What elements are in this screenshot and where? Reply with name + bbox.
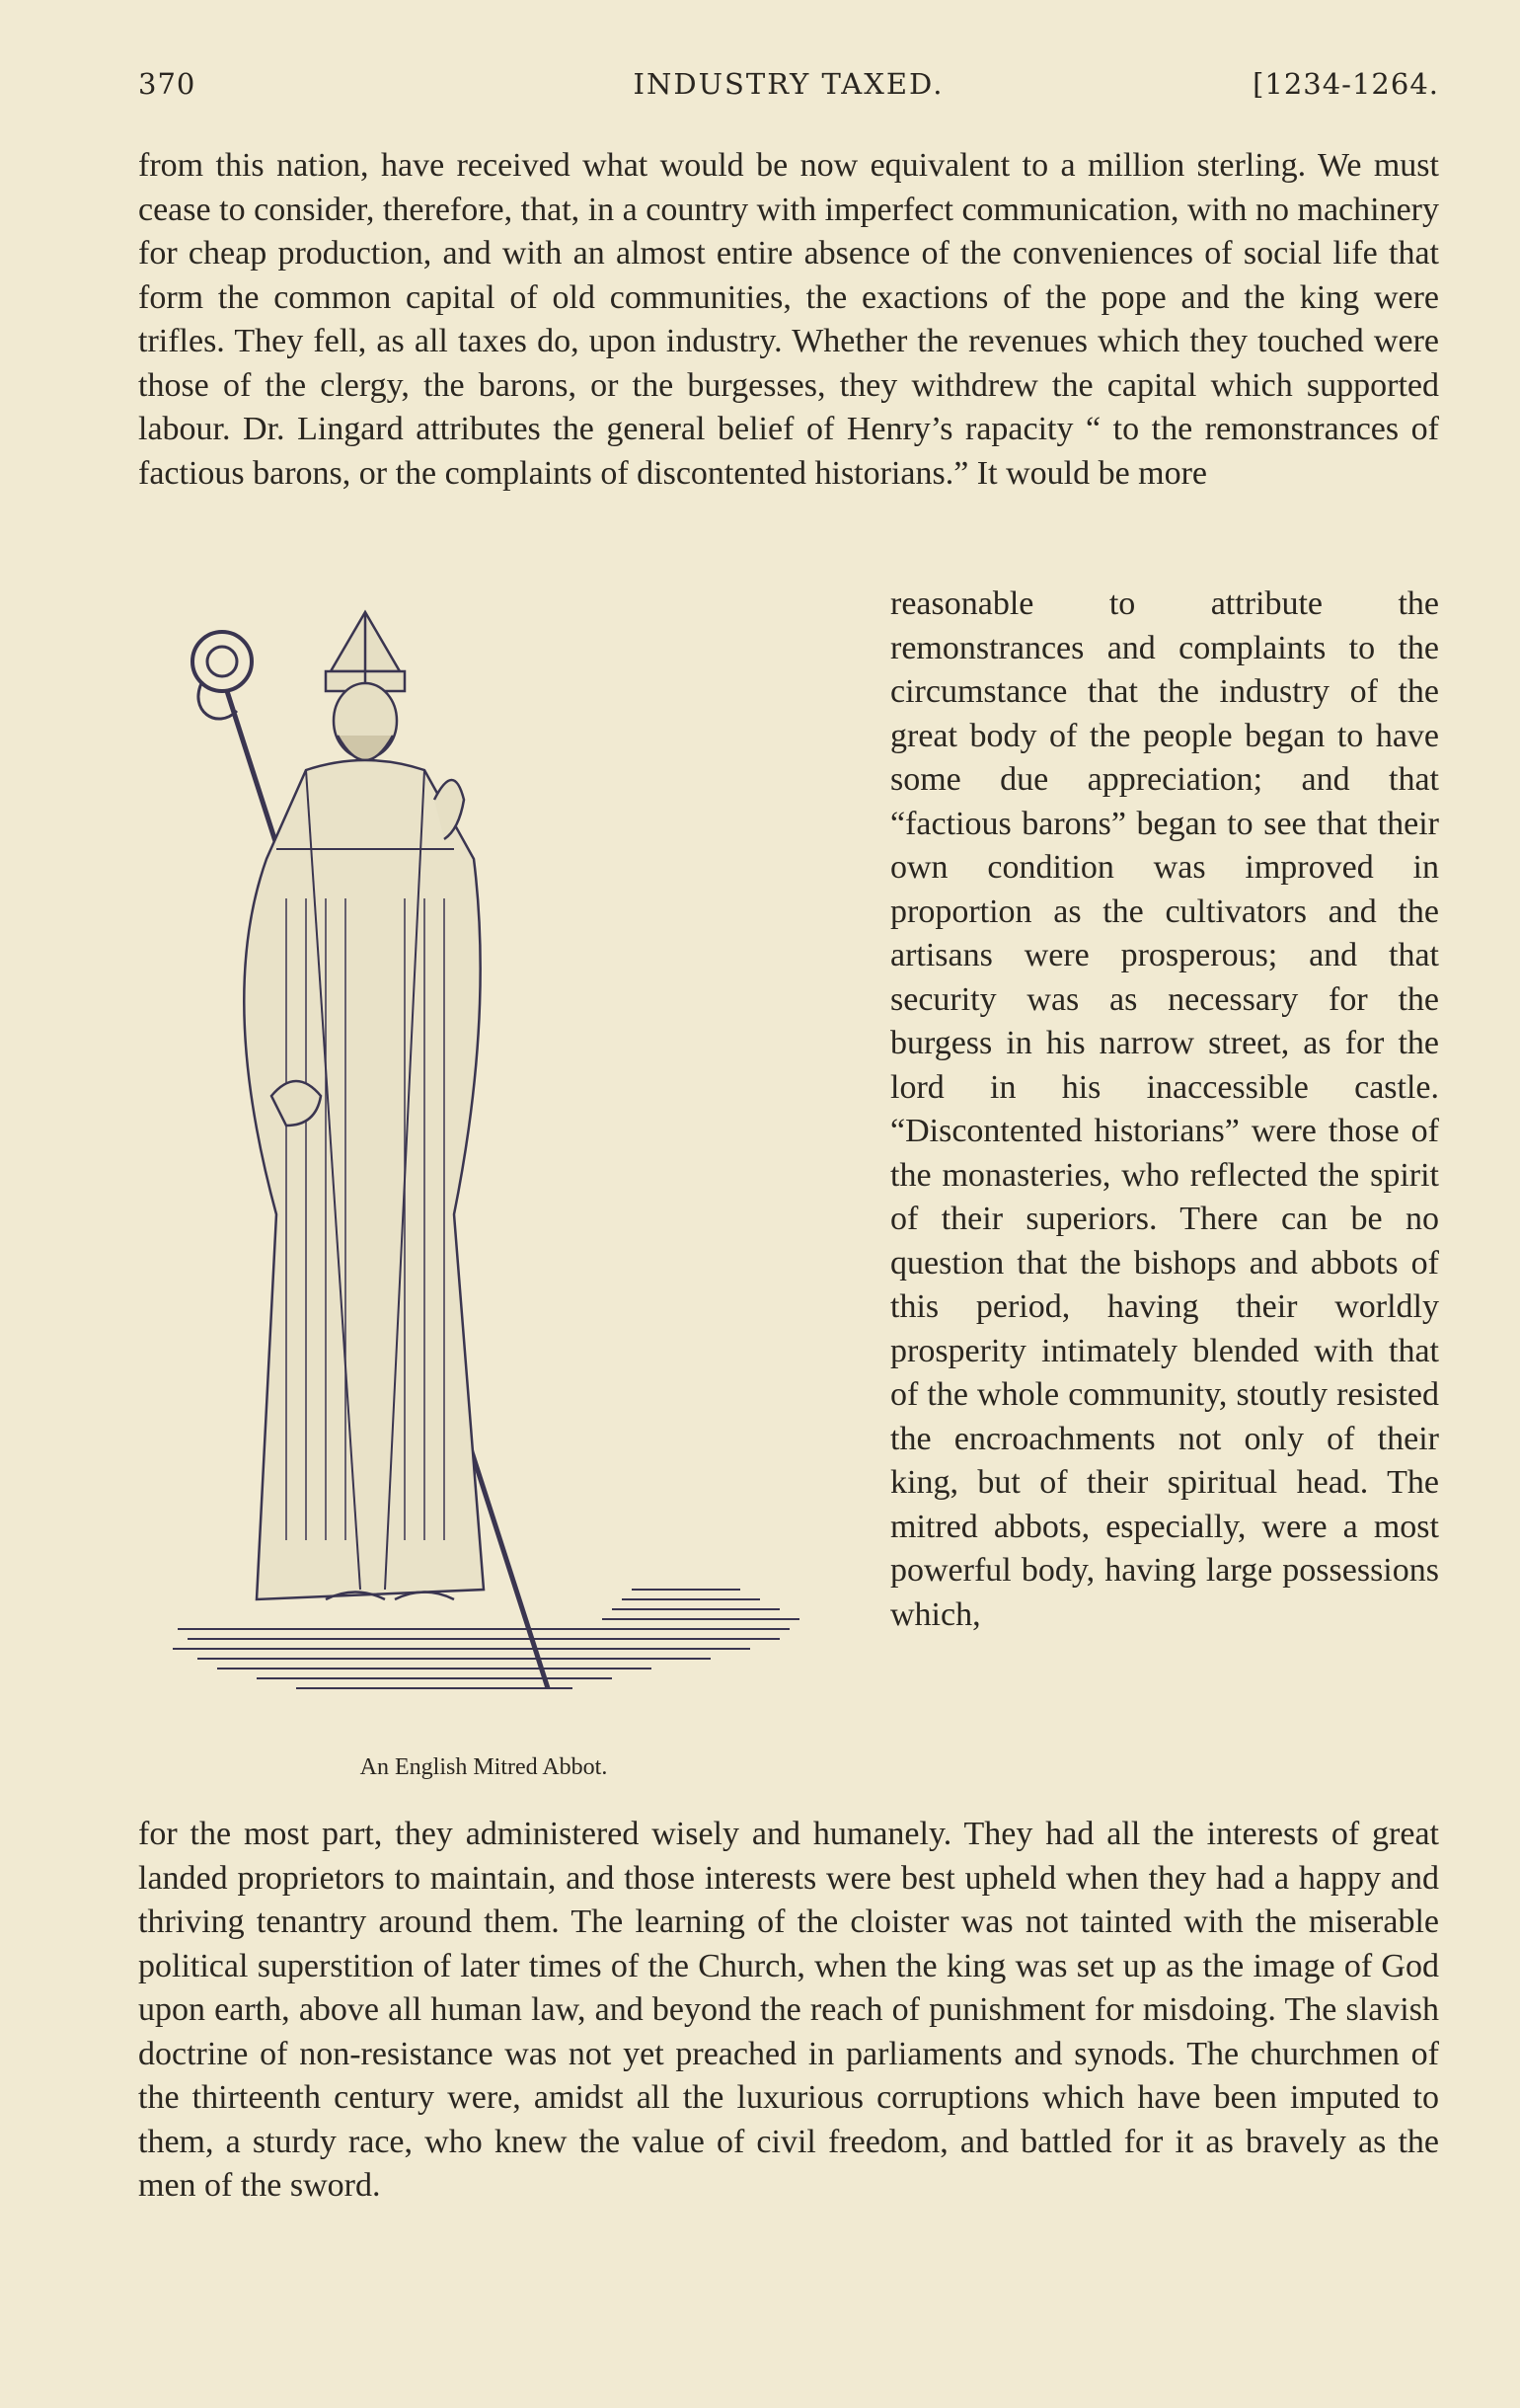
paragraph-bottom — [138, 1813, 1439, 2209]
running-header — [138, 67, 1439, 107]
paragraph-top-text: from this nation, have received what would be now equivalent to a million sterling. We must cease to consider, therefore, that, in a country with imperfect communication, with no machinery for cheap production, and with an almost entire absence of the conveniences of social life that form the common capital of old communities, the exactions of the pope and the king were trifles. They fell, as all taxes do, upon industry. Whether the revenues which they touched were those of the clergy, the barons, or the burgesses, they withdrew the capital which supported labour. Dr. Lingard attributes the general belief of Henry’s rapacity “ to the remonstrances of factious barons, or the complaints of discontented historians.” It would be more — [138, 147, 1439, 492]
paragraph-right-text: reasonable to attribute the remonstrances and complaints to the circumstance that the industry of the great body of the people began to have some due appreciation; and that “factious barons” began to see that their own condition was improved in proportion as the cultivators and the artisans were prosperous; and that security was as necessary for the burgess in his narrow street, as for the lord in his inaccessible castle. “Discontented historians” were those of the monasteries, who reflected the spirit of their superiors. There can be no question that the bishops and abbots of this period, having their worldly prosperity intimately blended with that of the whole community, stoutly resisted the encroachments not only of their king, but of their spiritual head. The mitred abbots, especially, were a most powerful body, having large possessions which, — [890, 585, 1439, 1633]
paragraph-top — [138, 144, 1439, 496]
abbot-figure — [158, 602, 809, 1787]
running-title: INDUSTRY TAXED. — [633, 67, 945, 101]
paragraph-bottom-text: for the most part, they administered wisely and humanely. They had all the interests of great landed proprietors to maintain, and those interests were best upheld when they had a happy and thriving tenantry around them. The learning of the cloister was not tainted with the miserable political superstition of later times of the Church, when the king was set up as the image of God upon earth, above all human law, and beyond the reach of punishment for misdoing. The slavish doctrine of non-resistance was not yet preached in parliaments and synods. The churchmen of the thirteenth century were, amidst all the luxurious corruptions which have been imputed to them, a sturdy race, who knew the value of civil freedom, and battled for it as bravely as the men of the sword. — [138, 1816, 1439, 2204]
figure-caption: An English Mitred Abbot. — [359, 1754, 608, 1780]
paragraph-right-column — [890, 583, 1439, 1637]
date-range: [1234-1264. — [1253, 67, 1439, 101]
mitred-abbot-icon — [158, 602, 809, 1748]
page-number: 370 — [138, 67, 196, 101]
